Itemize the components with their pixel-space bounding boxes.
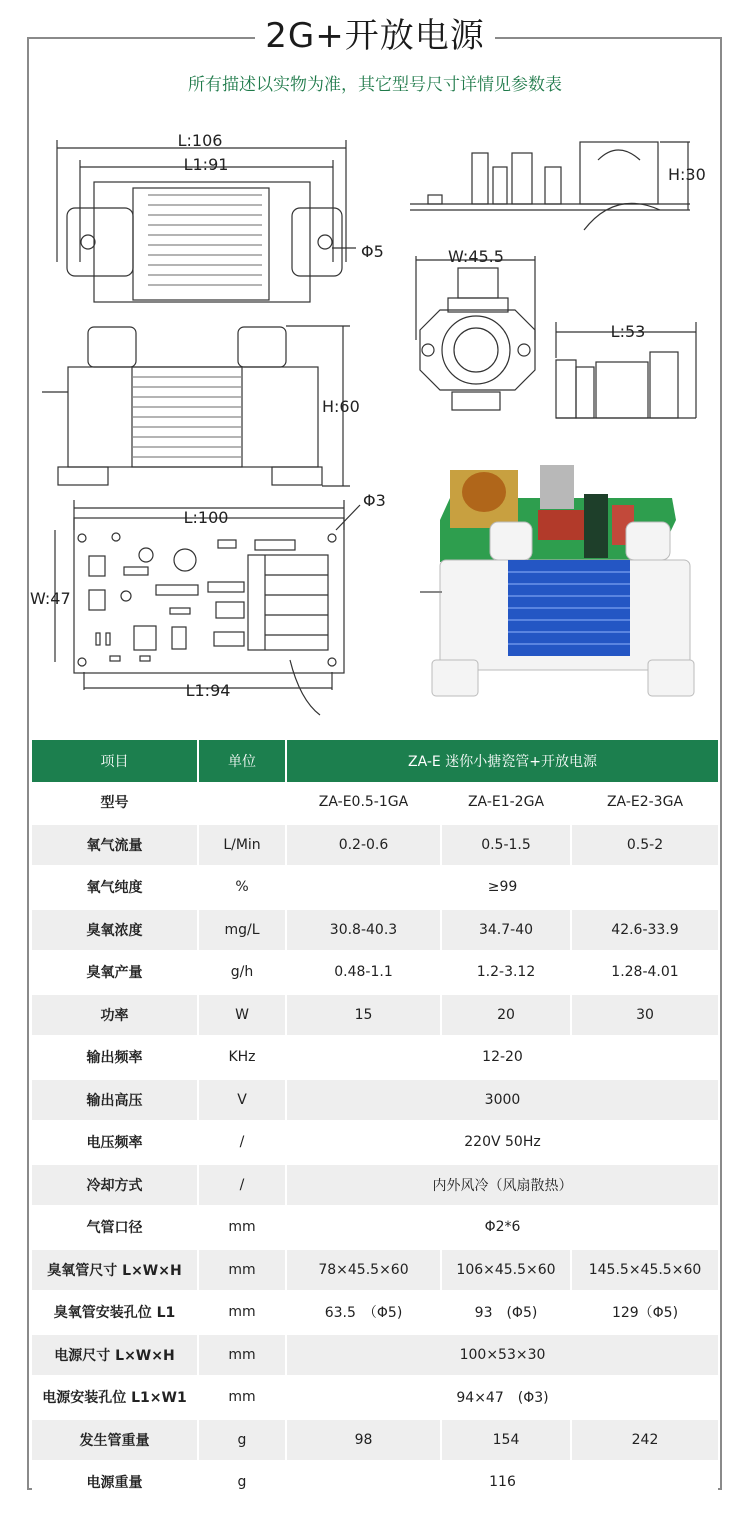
- spec-table-header: [32, 740, 718, 782]
- table-row: [32, 866, 718, 909]
- row-value: 93 (Φ5): [441, 1291, 571, 1334]
- row-unit: L/Min: [198, 824, 286, 867]
- dim-phi5-label: Φ5: [361, 242, 384, 261]
- row-value: ZA-E2-3GA: [571, 782, 718, 824]
- dim-h60-label: H:60: [322, 397, 360, 416]
- row-value: 12-20: [286, 1036, 718, 1079]
- dim-w45-label: W:45.5: [448, 247, 504, 266]
- row-unit: mm: [198, 1249, 286, 1292]
- row-value: 42.6-33.9: [571, 909, 718, 952]
- row-label: 臭氧产量: [32, 951, 198, 994]
- dim-l106-label: L:106: [177, 131, 223, 150]
- row-label: 输出高压: [32, 1079, 198, 1122]
- row-value: ≥99: [286, 866, 718, 909]
- table-row: [32, 1376, 718, 1419]
- product-photo: [420, 465, 694, 696]
- row-unit: g: [198, 1461, 286, 1504]
- row-label: 气管口径: [32, 1206, 198, 1249]
- table-row: [32, 1249, 718, 1292]
- row-unit: KHz: [198, 1036, 286, 1079]
- row-label: 电源安装孔位 L1×W1: [32, 1376, 198, 1419]
- row-value: 242: [571, 1419, 718, 1462]
- spec-table: [32, 740, 718, 1505]
- row-value: 20: [441, 994, 571, 1037]
- table-row: [32, 1079, 718, 1122]
- table-row: [32, 782, 718, 824]
- row-label: 臭氧浓度: [32, 909, 198, 952]
- header-item: 项目: [32, 740, 198, 782]
- row-value: ZA-E0.5-1GA: [286, 782, 441, 824]
- row-value: 94×47 (Φ3): [286, 1376, 718, 1419]
- page-subtitle: 所有描述以实物为准，其它型号尺寸详情见参数表: [188, 75, 562, 95]
- table-row: [32, 1206, 718, 1249]
- row-label: 臭氧管安装孔位 L1: [32, 1291, 198, 1334]
- dim-l100-label: L:100: [183, 508, 229, 527]
- tube-end-view: [416, 256, 535, 410]
- row-value: 1.28-4.01: [571, 951, 718, 994]
- row-label: 电源重量: [32, 1461, 198, 1504]
- row-value: 220V 50Hz: [286, 1121, 718, 1164]
- row-value: 15: [286, 994, 441, 1037]
- row-value: 129（Φ5): [571, 1291, 718, 1334]
- row-value: 98: [286, 1419, 441, 1462]
- table-row: [32, 1121, 718, 1164]
- row-label: 型号: [32, 782, 198, 824]
- row-value: 0.5-1.5: [441, 824, 571, 867]
- header-series: ZA-E 迷你小搪瓷管+开放电源: [286, 740, 718, 782]
- tube-side-view: [42, 326, 350, 486]
- row-value: 30: [571, 994, 718, 1037]
- table-row: [32, 994, 718, 1037]
- dim-w47-label: W:47: [30, 589, 71, 608]
- row-value: 3000: [286, 1079, 718, 1122]
- page-title-wrap: [0, 8, 750, 57]
- row-value: 63.5 （Φ5): [286, 1291, 441, 1334]
- row-value: 154: [441, 1419, 571, 1462]
- dim-l1-94-label: L1:94: [185, 681, 231, 700]
- table-row: [32, 1291, 718, 1334]
- row-value: 0.2-0.6: [286, 824, 441, 867]
- row-label: 氧气流量: [32, 824, 198, 867]
- row-value: 78×45.5×60: [286, 1249, 441, 1292]
- row-label: 冷却方式: [32, 1164, 198, 1207]
- technical-drawings: [30, 110, 720, 720]
- dim-l53-label: L:53: [610, 322, 646, 341]
- table-row: [32, 1036, 718, 1079]
- table-row: [32, 1164, 718, 1207]
- row-value: Φ2*6: [286, 1206, 718, 1249]
- dim-h30-label: H:30: [668, 165, 706, 184]
- table-row: [32, 1461, 718, 1504]
- row-label: 电压频率: [32, 1121, 198, 1164]
- row-value: 1.2-3.12: [441, 951, 571, 994]
- row-value: 145.5×45.5×60: [571, 1249, 718, 1292]
- row-label: 电源尺寸 L×W×H: [32, 1334, 198, 1377]
- row-label: 输出频率: [32, 1036, 198, 1079]
- table-row: [32, 909, 718, 952]
- dim-phi3-label: Φ3: [363, 491, 386, 510]
- row-label: 臭氧管尺寸 L×W×H: [32, 1249, 198, 1292]
- row-unit: g/h: [198, 951, 286, 994]
- table-row: [32, 951, 718, 994]
- spec-table-body: [32, 782, 718, 1504]
- row-unit: mm: [198, 1291, 286, 1334]
- row-unit: /: [198, 1121, 286, 1164]
- table-row: [32, 1334, 718, 1377]
- row-unit: mm: [198, 1376, 286, 1419]
- row-unit: [198, 782, 286, 824]
- row-value: 100×53×30: [286, 1334, 718, 1377]
- table-row: [32, 824, 718, 867]
- row-value: 106×45.5×60: [441, 1249, 571, 1292]
- row-label: 功率: [32, 994, 198, 1037]
- pcb-side-view: [410, 142, 690, 230]
- row-unit: g: [198, 1419, 286, 1462]
- row-value: 0.48-1.1: [286, 951, 441, 994]
- row-value: 34.7-40: [441, 909, 571, 952]
- row-unit: mm: [198, 1334, 286, 1377]
- row-value: 内外风冷（风扇散热）: [286, 1164, 718, 1207]
- row-value: ZA-E1-2GA: [441, 782, 571, 824]
- row-value: 0.5-2: [571, 824, 718, 867]
- row-unit: V: [198, 1079, 286, 1122]
- page-title: 2G+开放电源: [255, 16, 494, 56]
- row-label: 发生管重量: [32, 1419, 198, 1462]
- row-unit: mg/L: [198, 909, 286, 952]
- row-label: 氧气纯度: [32, 866, 198, 909]
- header-unit: 单位: [198, 740, 286, 782]
- row-value: 30.8-40.3: [286, 909, 441, 952]
- row-unit: mm: [198, 1206, 286, 1249]
- table-row: [32, 1419, 718, 1462]
- row-value: 116: [286, 1461, 718, 1504]
- row-unit: %: [198, 866, 286, 909]
- row-unit: W: [198, 994, 286, 1037]
- dim-l1-91-label: L1:91: [183, 155, 229, 174]
- row-unit: /: [198, 1164, 286, 1207]
